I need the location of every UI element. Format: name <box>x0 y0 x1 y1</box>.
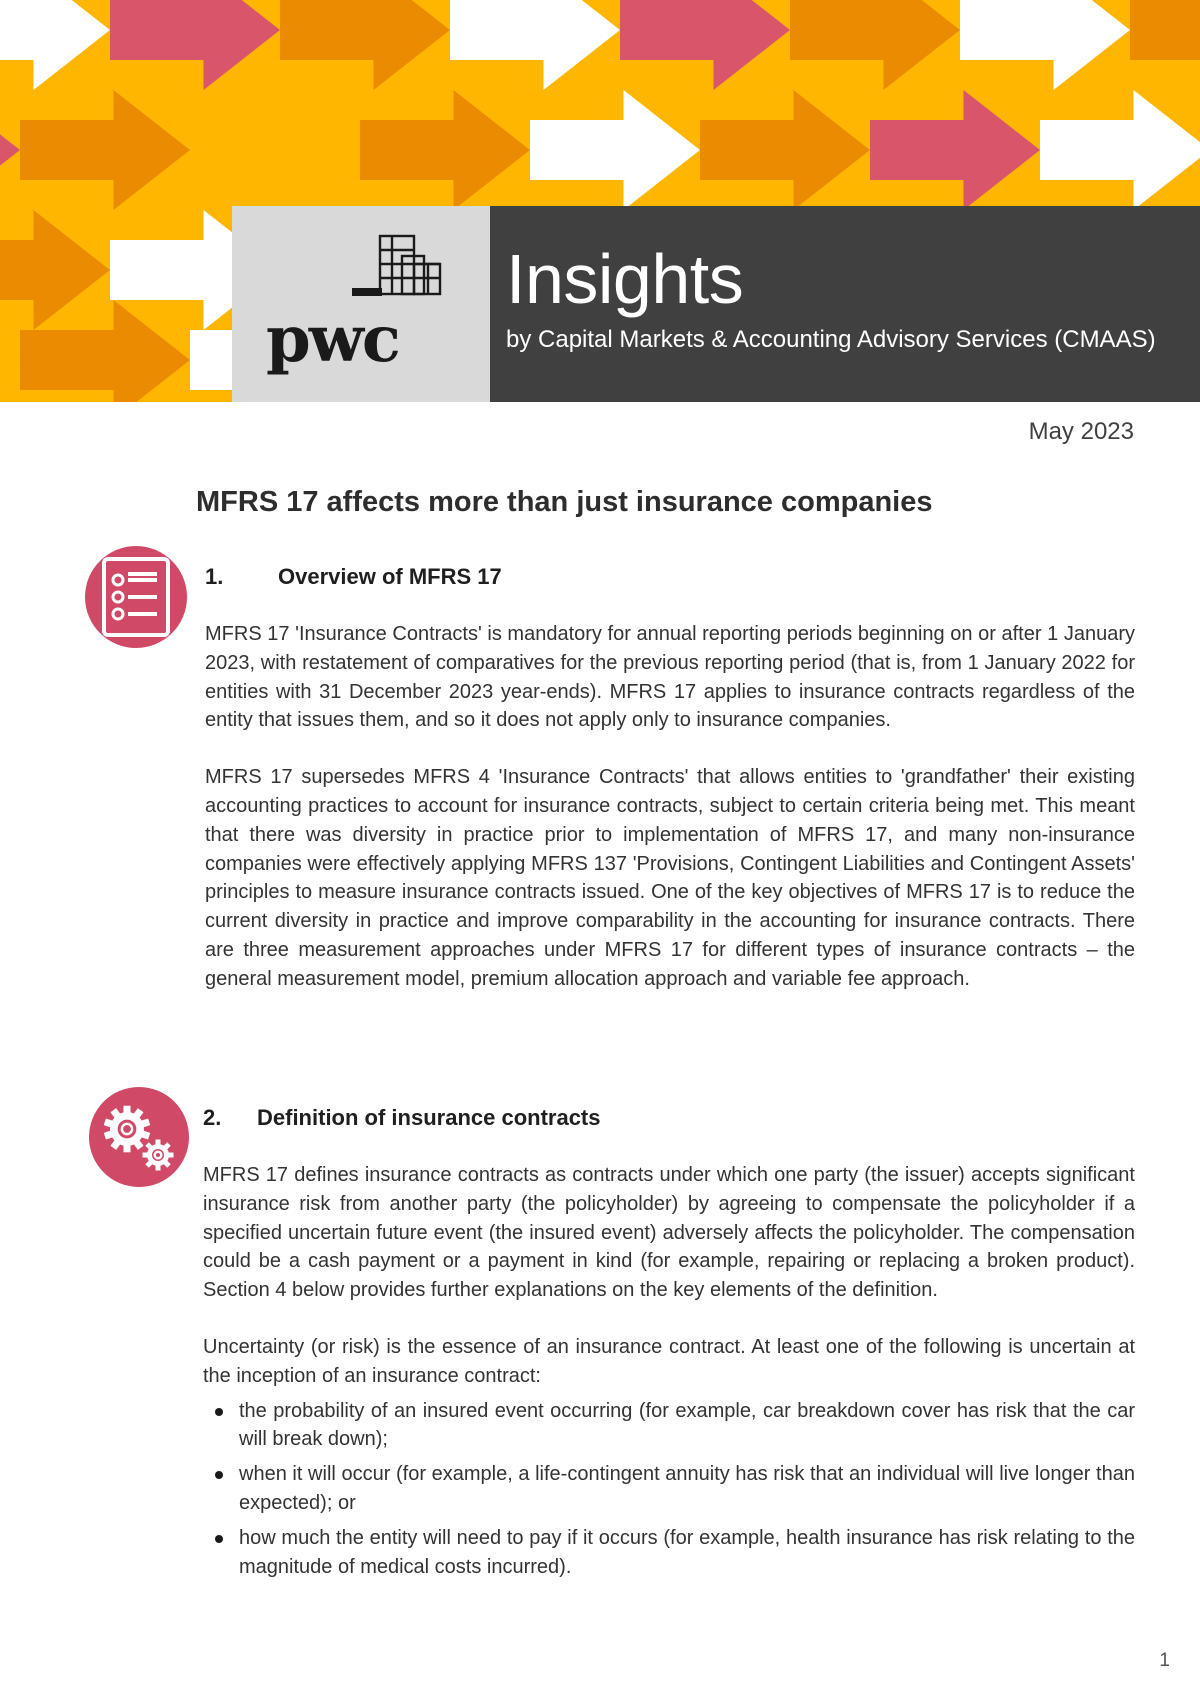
document-title: MFRS 17 affects more than just insurance companies <box>196 486 933 518</box>
gears-icon <box>89 1087 189 1187</box>
section-heading <box>203 1105 1135 1131</box>
pwc-logo-mark <box>350 232 450 302</box>
paragraph: MFRS 17 'Insurance Contracts' is mandatory for annual reporting periods beginning on or after 1 January 2023, with restatement of comparatives for the previous reporting period (that is, from 1 January 2022 for entities with 31 December 2023 year-ends). MFRS 17 applies to insurance contracts regardless of the entity that issues them, and so it does not apply only to insurance companies. <box>205 623 1135 732</box>
pwc-logo-box <box>232 206 490 402</box>
section-definition <box>203 1105 1135 1587</box>
list-item: when it will occur (for example, a life-contingent annuity has risk that an individual will live longer than expected); or <box>203 1460 1135 1518</box>
list-item: how much the entity will need to pay if it occurs (for example, health insurance has risk relating to the magnitude of medical costs incurred). <box>203 1524 1135 1582</box>
paragraph: Uncertainty (or risk) is the essence of an insurance contract. At least one of the following is uncertain at the inception of an insurance contract: <box>203 1335 1135 1387</box>
page-number: 1 <box>1159 1650 1170 1671</box>
section-title: Overview of MFRS 17 <box>278 564 502 589</box>
insights-title: Insights <box>506 240 744 318</box>
publication-date: May 2023 <box>1028 418 1134 445</box>
checklist-icon <box>85 546 187 648</box>
section-title: Definition of insurance contracts <box>257 1105 601 1130</box>
title-box <box>490 206 1200 402</box>
paragraph: MFRS 17 defines insurance contracts as contracts under which one party (the issuer) accepts significant insurance risk from another party (the policyholder) by agreeing to compensate the policyholder if a specified uncertain future event (the insured event) adversely affects the policyholder. The compensation could be a cash payment or a payment in kind (for example, repairing or replacing a broken product). Section 4 below provides further explanations on the key elements of the definition. <box>203 1164 1135 1302</box>
pwc-logo-wordmark: pwc <box>266 302 399 377</box>
section-overview <box>205 564 1135 1022</box>
section-number: 2. <box>203 1105 222 1130</box>
bullet-list <box>203 1397 1135 1582</box>
section-number: 1. <box>205 564 224 589</box>
section-heading <box>205 564 1135 590</box>
header-banner <box>0 0 1200 402</box>
paragraph: MFRS 17 supersedes MFRS 4 'Insurance Contracts' that allows entities to 'grandfather' their existing accounting practices to account for insurance contracts, subject to certain criteria being met. This meant that there was diversity in practice prior to implementation of MFRS 17, and many non-insurance companies were effectively applying MFRS 137 'Provisions, Contingent Liabilities and Contingent Assets' principles to measure insurance contracts issued. One of the key objectives of MFRS 17 is to reduce the current diversity in practice and improve comparability in the accounting for insurance contracts. There are three measurement approaches under MFRS 17 for different types of insurance contracts – the general measurement model, premium allocation approach and variable fee approach. <box>205 766 1135 990</box>
list-item: the probability of an insured event occurring (for example, car breakdown cover has risk that the car will break down); <box>203 1397 1135 1455</box>
insights-subtitle: by Capital Markets & Accounting Advisory Services (CMAAS) <box>506 326 1156 353</box>
